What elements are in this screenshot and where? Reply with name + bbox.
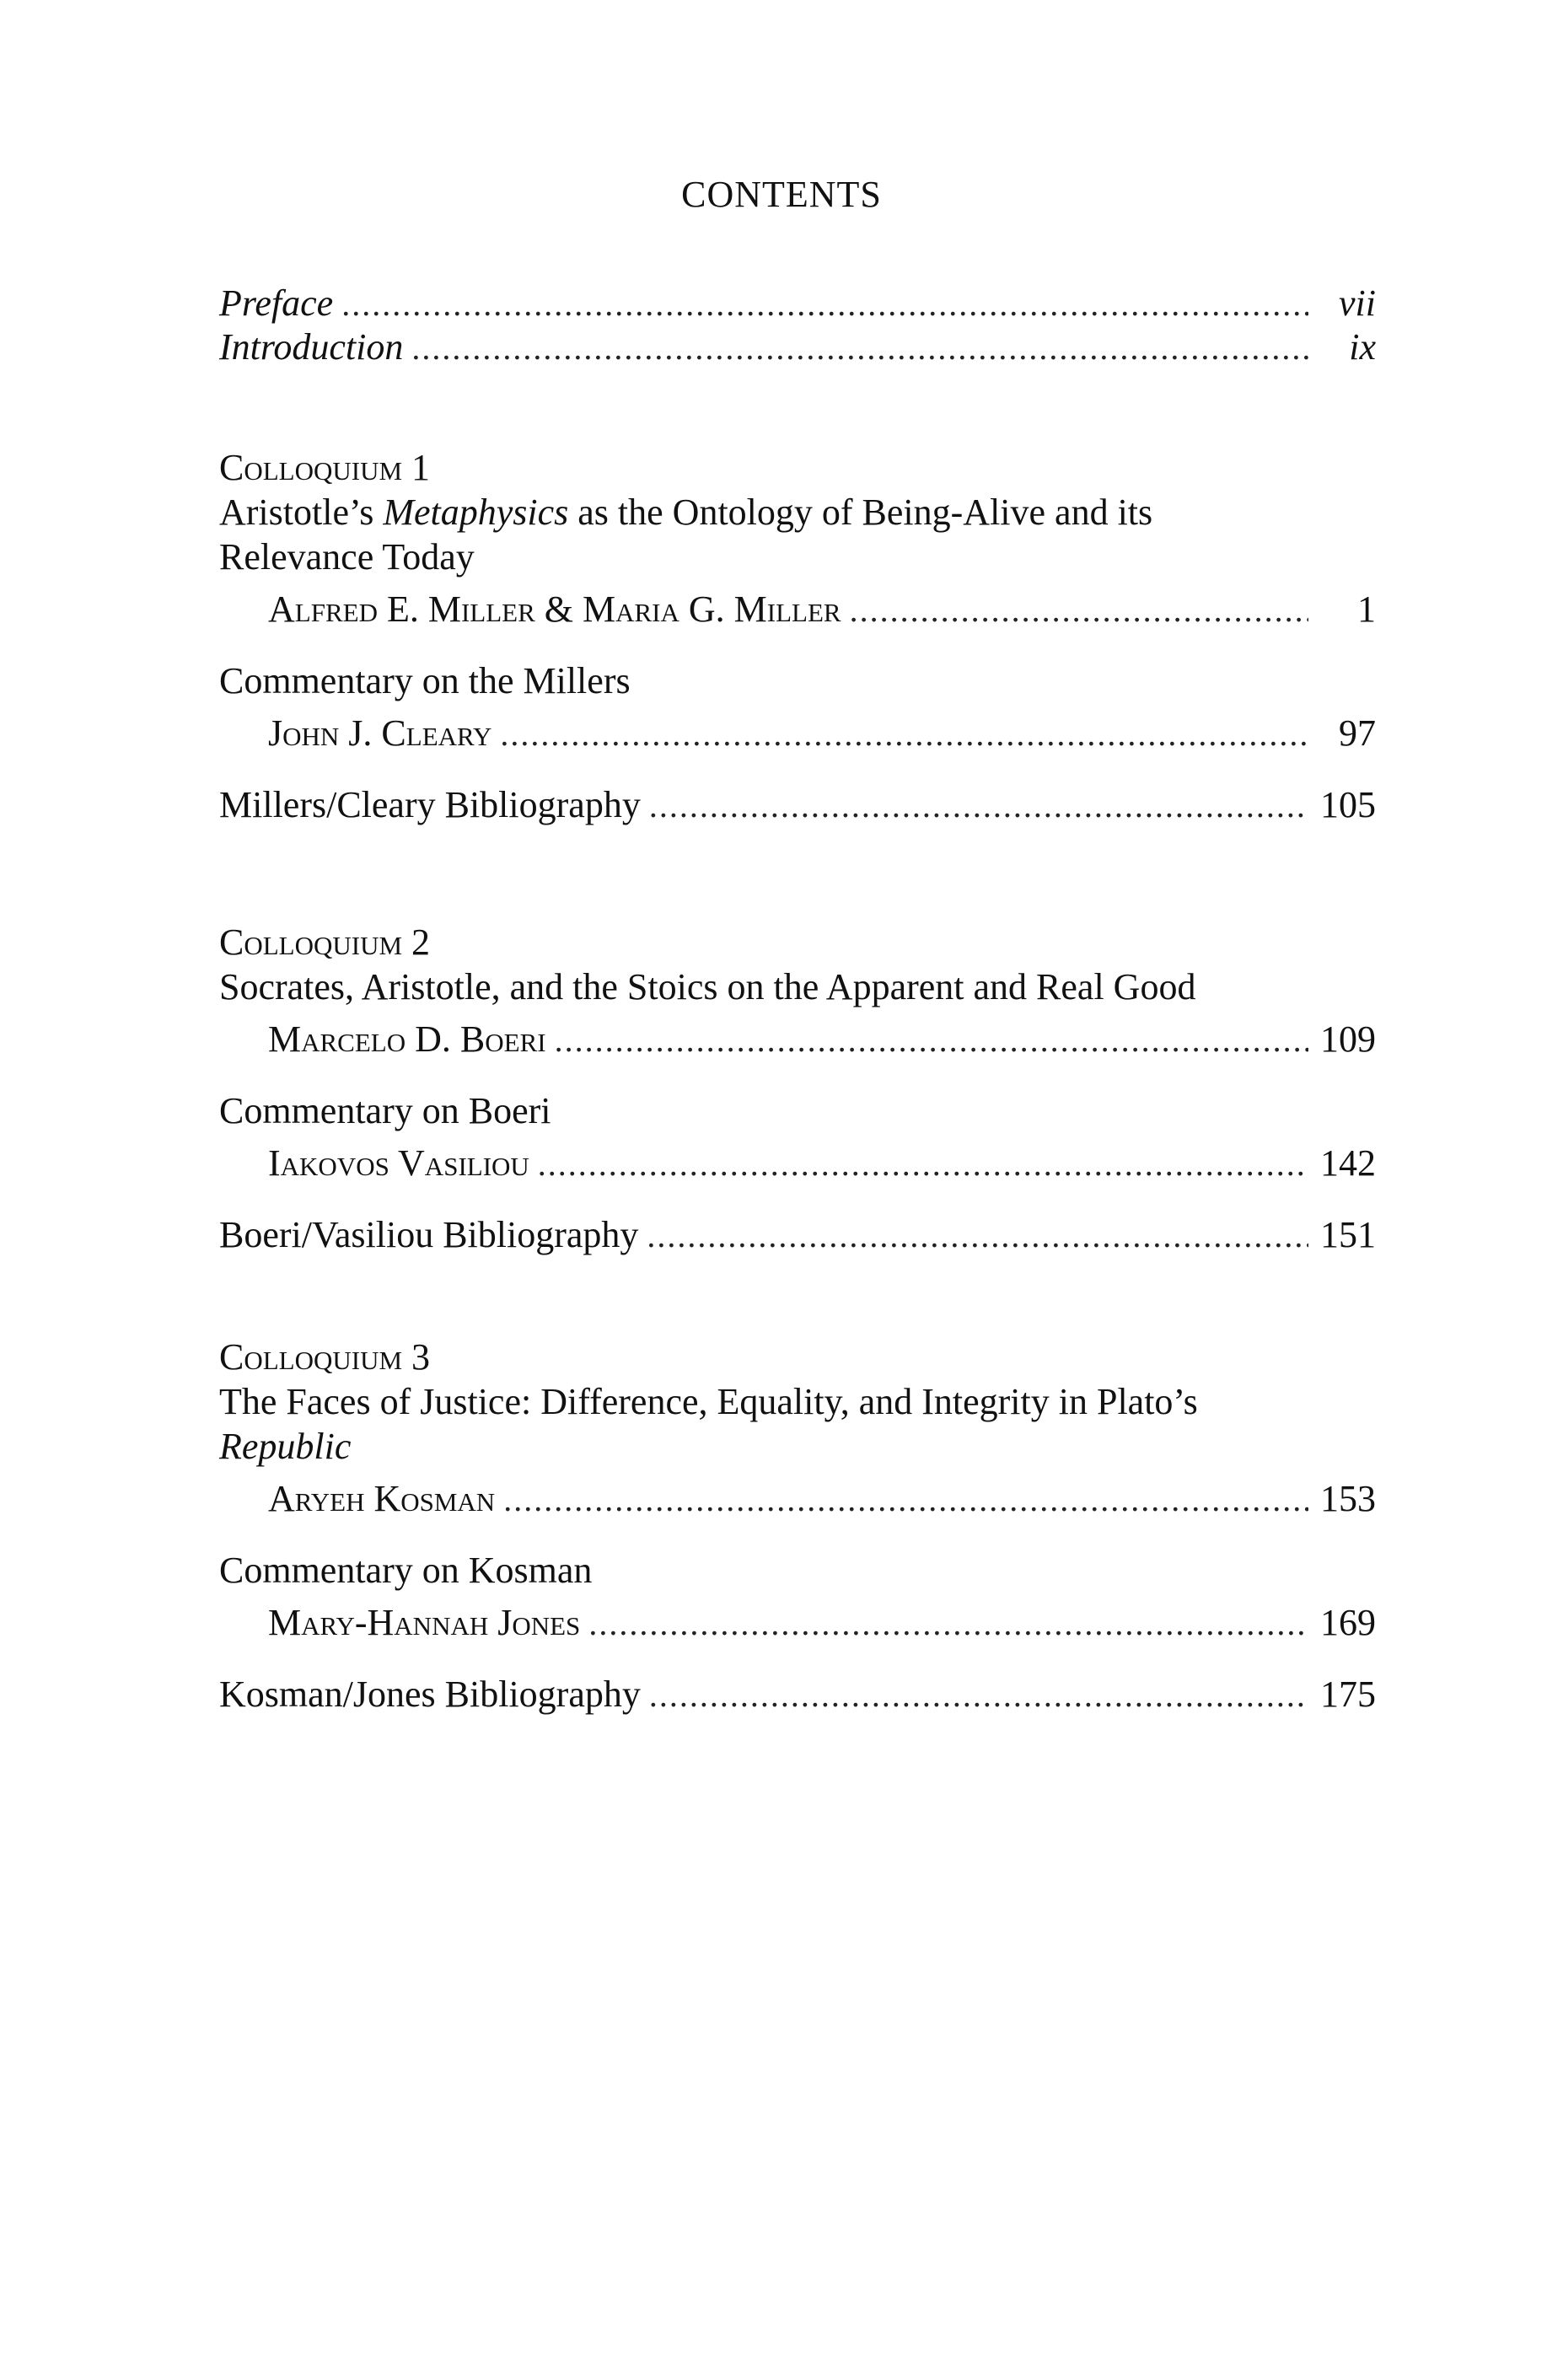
- toc-page-number: 105: [1320, 784, 1376, 825]
- toc-page-number: 97: [1339, 712, 1376, 754]
- commentary-title: Commentary on Kosman: [219, 1550, 593, 1591]
- dot-leader: [411, 323, 1308, 373]
- toc-page-number: 151: [1320, 1214, 1376, 1255]
- dot-leader: [649, 781, 1308, 831]
- toc-page-number: 142: [1320, 1142, 1376, 1184]
- dot-leader: [555, 1015, 1308, 1066]
- toc-page-number: 175: [1320, 1674, 1376, 1715]
- toc-entry-bibliography[interactable]: [219, 1210, 1376, 1260]
- dot-leader: [503, 1475, 1308, 1525]
- toc-entry-introduction[interactable]: [219, 322, 1376, 373]
- toc-label: Kosman/Jones Bibliography: [219, 1674, 641, 1715]
- colloquium-title: [219, 487, 1376, 538]
- dot-leader: [649, 1670, 1308, 1721]
- toc-entry-paper[interactable]: [268, 1474, 1376, 1524]
- toc-page-number: ix: [1349, 326, 1376, 368]
- dot-leader: [500, 709, 1308, 760]
- toc-author: Marcelo D. Boeri: [268, 1018, 546, 1060]
- toc-label: Introduction: [219, 326, 404, 368]
- page-title: CONTENTS: [681, 174, 882, 215]
- title-text: Aristotle’s: [219, 492, 384, 533]
- dot-leader: [588, 1598, 1308, 1649]
- toc-entry-preface[interactable]: [219, 278, 1376, 329]
- colloquium-heading: Colloquium 1: [219, 447, 431, 488]
- colloquium-title-line2: Republic: [219, 1426, 352, 1467]
- toc-page-number: vii: [1339, 282, 1376, 324]
- toc-label: Boeri/Vasiliou Bibliography: [219, 1214, 639, 1255]
- commentary-title: Commentary on the Millers: [219, 660, 631, 701]
- toc-author: Mary-Hannah Jones: [268, 1602, 581, 1643]
- toc-entry-commentary[interactable]: [268, 708, 1376, 759]
- toc-entry-commentary[interactable]: [268, 1598, 1376, 1648]
- toc-author: Aryeh Kosman: [268, 1478, 496, 1519]
- toc-page-number: 109: [1320, 1018, 1376, 1060]
- dot-leader: [647, 1211, 1308, 1261]
- toc-page-number: 169: [1320, 1602, 1376, 1643]
- toc-author: Alfred E. Miller & Maria G. Miller: [268, 588, 841, 630]
- toc-label: Preface: [219, 282, 334, 324]
- toc-entry-paper[interactable]: [268, 1014, 1376, 1065]
- colloquium-title-line2: Relevance Today: [219, 536, 475, 578]
- colloquium-title: Socrates, Aristotle, and the Stoics on the Apparent and Real Good: [219, 966, 1196, 1007]
- toc-page-number: 153: [1320, 1478, 1376, 1519]
- colloquium-heading: Colloquium 3: [219, 1336, 431, 1378]
- commentary-title: Commentary on Boeri: [219, 1090, 551, 1131]
- title-text: as the Ontology of Being-Alive and its: [568, 492, 1153, 533]
- toc-page-number: 1: [1357, 588, 1376, 630]
- toc-label: Millers/Cleary Bibliography: [219, 784, 641, 825]
- toc-entry-bibliography[interactable]: [219, 780, 1376, 830]
- toc-author: John J. Cleary: [268, 712, 492, 754]
- dot-leader: [850, 585, 1308, 636]
- toc-entry-paper[interactable]: [268, 584, 1376, 635]
- dot-leader: [538, 1139, 1308, 1190]
- toc-entry-commentary[interactable]: [268, 1138, 1376, 1189]
- colloquium-title: The Faces of Justice: Difference, Equality, and Integrity in Plato’s: [219, 1381, 1198, 1422]
- toc-author: Iakovos Vasiliou: [268, 1142, 529, 1184]
- title-italic: Metaphysics: [383, 492, 569, 533]
- colloquium-heading: Colloquium 2: [219, 921, 431, 963]
- toc-entry-bibliography[interactable]: [219, 1669, 1376, 1720]
